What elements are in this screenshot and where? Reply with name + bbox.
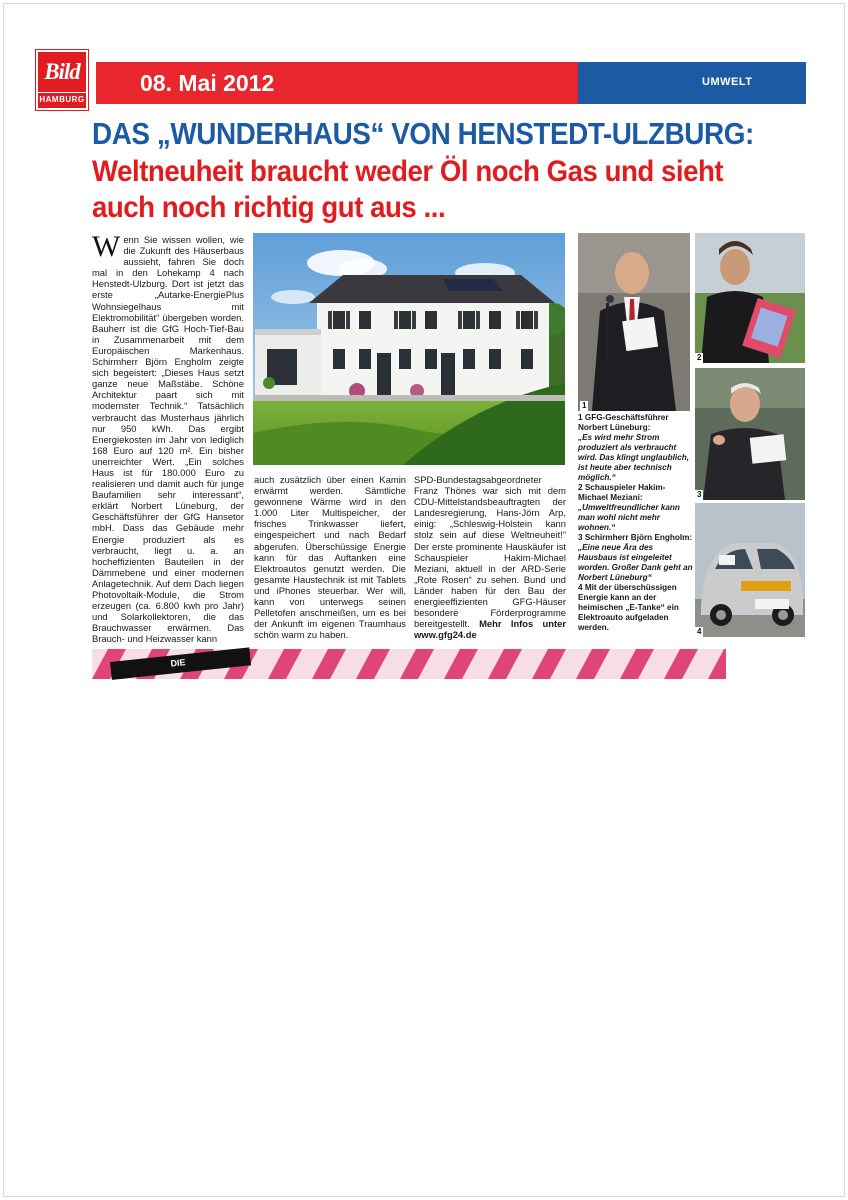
photo-number-4: 4: [697, 627, 702, 636]
stripe-tag-text: DIE: [169, 657, 186, 669]
caption-4: [578, 583, 694, 633]
caption-1-name: 1 GFG-Geschäftsführer Norbert Lüneburg:: [578, 413, 669, 432]
speaker-illustration: [578, 233, 690, 411]
date-bar: [96, 62, 578, 104]
dropcap: W: [92, 230, 121, 263]
caption-3-name: 3 Schirmherr Björn Engholm:: [578, 533, 693, 542]
caption-2-quote: „Umweltfreundlicher kann man wohl nicht mehr wohnen.“: [578, 503, 680, 532]
article-column-1: [92, 230, 244, 645]
caption-1-quote: „Es wird mehr Strom produziert als verbraucht wird. Das klingt unglaublich, ist heute aber technisch möglich.“: [578, 433, 689, 482]
article-headline: Weltneuheit braucht weder Öl noch Gas und sieht auch noch richtig gut aus ...: [92, 155, 724, 224]
actor-illustration: [695, 233, 805, 363]
issue-date: 08. Mai 2012: [140, 70, 275, 96]
photo-number-1: 1: [582, 401, 587, 410]
column-3-text: SPD-Bundestagsabgeordneter Franz Thönes war sich mit dem CDU-Mittelstandsbeauftragten der Landesregierung, Hans-Jörn Arp, einig: „Schleswig-Holstein kann stolz sein auf diese Weltneuheit!“ Der erste prominente Hauskäufer ist Schauspieler Hakim-Michael Meziani, aktuell in der ARD-Serie „Rote Rosen“ zu sehen. Bund und Länder haben für den Bau der energieeffizienten GFG-Häuser besondere Förderprogramme bereitgestellt.: [414, 474, 566, 630]
logo-city: HAMBURG: [38, 92, 86, 107]
photo-electric-car: [695, 503, 805, 637]
article-kicker: DAS „WUNDERHAUS“ VON HENSTEDT-ULZBURG:: [92, 116, 754, 151]
article-column-2: auch zusätzlich über einen Kamin erwärmt werden. Sämtliche gewonnene Wärme wird in den 1.000 Liter Multispeicher, der frisches Trinkwasser liefert, eingespeichert und nach Bedarf abgerufen. Überschüssige Energie kann für das Auftanken eine Elektroautos genutzt werden. Die gesamte Haustechnik ist mit Tablets und iPhones steuerbar. Wer will, kann von unterwegs seinen Pelletofen anschmeißen, um es bei der Ankunft im eigenen Traumhaus schön warm zu haben.: [254, 474, 406, 641]
photo-actor-meziani: [695, 233, 805, 363]
logo-wordmark: Bild: [44, 59, 80, 84]
photo-number-3: 3: [697, 490, 702, 499]
more-info-link-text: Mehr Infos unter www.gfg24.de: [414, 618, 566, 641]
patron-illustration: [695, 368, 805, 500]
caption-4-name: 4 Mit der überschüssigen Energie kann an der heimischen „E-Tanke“ ein Elektroauto aufgeladen werden.: [578, 583, 679, 632]
caption-3-quote: „Eine neue Ära des Hausbaus ist eingeleitet worden. Großer Dank geht an Norbert Lüneburg“: [578, 543, 693, 582]
article-column-3: [414, 474, 566, 640]
photo-captions: [578, 413, 694, 633]
photo-number-2: 2: [697, 353, 702, 362]
column-1-text: enn Sie wissen wollen, wie die Zukunft des Häuserbaus aussieht, fahren Sie doch mal in den Lohekamp 4 nach Henstedt-Ulzburg. Dort ist jetzt das erste „Autarke-EnergiePlus Wohnsiegelhaus mit Elektromobilität“ übergeben worden. Bauherr ist die GfG Hoch-Tief-Bau in Zusammenarbeit mit dem Europäischen Markenhaus. Schirmherr Björn Engholm zeigte sich begeistert: „Dieses Haus setzt ganze neue Maßstäbe. Schöne Architektur paart sich mit modernster Technik.“ Tatsächlich verbraucht das Musterhaus jährlich nur 950 kWh. Das ergibt Energiekosten im Jahr von lediglich 168 Euro auf 120 m². Ein bisher unerreichter Wert. „Ein solches Haus ist für 180.000 Euro zu realisieren und damit auch für junge Baufamilien sehr interessant“, erklärt Norbert Lüneburg, der Geschäftsführer der GfG Hansetor mbH. Dass das Gebäude mehr Energie produziert als es verbraucht, liegt u. a. an hocheffizienten Bauteilen in der Dämmebene und einer modernen Anlagetechnik. Auf dem Dach liegen Photovoltaik-Module, die Strom erzeugen (ca. 6.800 kwh pro Jahr) und Solarkollektoren, die das Brauchwasser erwärmen. Das Brauch- und Heizwasser kann: [92, 234, 244, 645]
photo-speaker-lueneburg: [578, 233, 690, 411]
house-photo: [253, 233, 565, 465]
section-label: UMWELT: [702, 76, 753, 88]
house-illustration: [253, 233, 565, 465]
caption-2: [578, 483, 694, 533]
bild-hamburg-logo: [36, 50, 88, 110]
caption-1: [578, 413, 694, 483]
car-illustration: [695, 503, 805, 637]
caption-2-name: 2 Schauspieler Hakim-Michael Meziani:: [578, 483, 666, 502]
caption-3: [578, 533, 694, 583]
section-bar: [578, 62, 806, 104]
photo-patron-engholm: [695, 368, 805, 500]
